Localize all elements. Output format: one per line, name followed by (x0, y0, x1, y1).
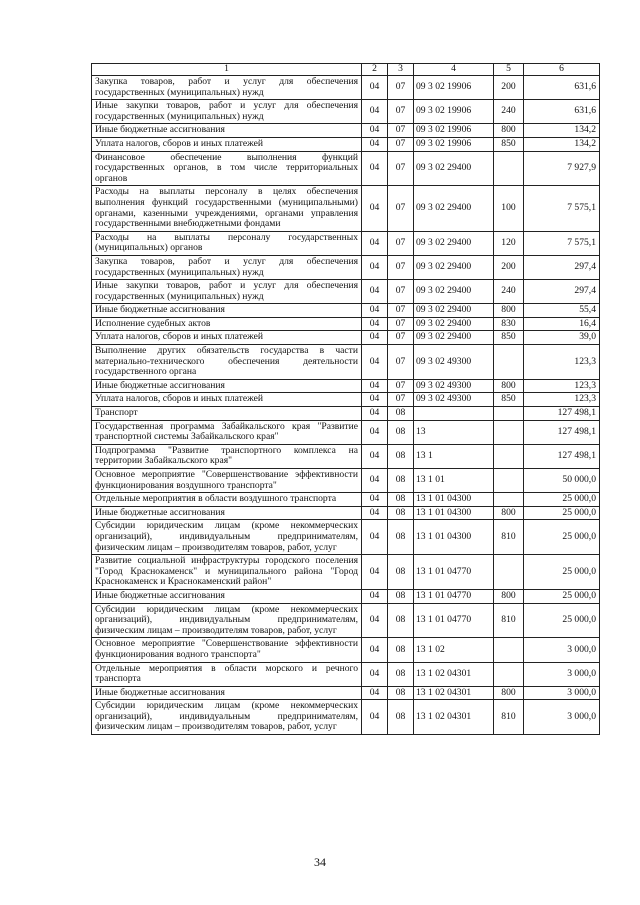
table-row (92, 280, 600, 304)
row-amount: 39,0 (524, 331, 600, 345)
row-target-article: 13 1 02 (414, 638, 494, 662)
row-expense-type: 850 (494, 137, 524, 151)
row-expense-type: 810 (494, 603, 524, 638)
row-name: Иные бюджетные ассигнования (92, 589, 362, 603)
row-name: Основное мероприятие "Совершенствование эффективности функционирования водного транспорта" (92, 638, 362, 662)
row-amount: 631,6 (524, 76, 600, 100)
row-amount: 134,2 (524, 124, 600, 138)
row-subsection: 08 (388, 520, 414, 555)
row-expense-type: 240 (494, 280, 524, 304)
row-target-article: 09 3 02 19906 (414, 100, 494, 124)
table-row (92, 638, 600, 662)
row-name: Развитие социальной инфраструктуры городского поселения "Город Краснокаменск" и муниципального района "Город Краснокаменск и Краснокаменский район" (92, 555, 362, 590)
row-amount: 25 000,0 (524, 520, 600, 555)
row-section: 04 (362, 317, 388, 331)
table-row (92, 100, 600, 124)
row-name: Субсидии юридическим лицам (кроме некоммерческих организаций), индивидуальным предпринимателям, физическим лицам – производителям товаров, работ, услуг (92, 520, 362, 555)
row-name: Иные бюджетные ассигнования (92, 124, 362, 138)
row-section: 04 (362, 407, 388, 421)
row-section: 04 (362, 662, 388, 686)
row-name: Подпрограмма "Развитие транспортного комплекса на территории Забайкальского края" (92, 444, 362, 468)
row-section: 04 (362, 493, 388, 507)
row-section: 04 (362, 100, 388, 124)
row-amount: 25 000,0 (524, 555, 600, 590)
row-target-article: 09 3 02 19906 (414, 76, 494, 100)
header-cell-expense-type: 5 (494, 64, 524, 76)
row-name: Субсидии юридическим лицам (кроме некоммерческих организаций), индивидуальным предпринимателям, физическим лицам – производителям товаров, работ, услуг (92, 700, 362, 735)
row-section: 04 (362, 555, 388, 590)
row-name: Иные бюджетные ассигнования (92, 506, 362, 520)
row-subsection: 07 (388, 379, 414, 393)
table-row (92, 76, 600, 100)
table-row (92, 331, 600, 345)
row-section: 04 (362, 686, 388, 700)
table-row (92, 393, 600, 407)
row-expense-type (494, 469, 524, 493)
row-target-article: 13 1 01 04300 (414, 493, 494, 507)
table-body (92, 76, 600, 735)
row-name: Иные бюджетные ассигнования (92, 379, 362, 393)
row-expense-type (494, 407, 524, 421)
row-section: 04 (362, 345, 388, 380)
row-name: Иные бюджетные ассигнования (92, 686, 362, 700)
row-amount: 631,6 (524, 100, 600, 124)
row-name: Закупка товаров, работ и услуг для обеспечения государственных (муниципальных) нужд (92, 76, 362, 100)
row-subsection: 08 (388, 662, 414, 686)
row-subsection: 07 (388, 304, 414, 318)
row-subsection: 07 (388, 124, 414, 138)
row-subsection: 08 (388, 469, 414, 493)
row-section: 04 (362, 638, 388, 662)
row-name: Отдельные мероприятия в области воздушного транспорта (92, 493, 362, 507)
row-target-article: 13 1 02 04301 (414, 662, 494, 686)
row-section: 04 (362, 280, 388, 304)
row-subsection: 08 (388, 493, 414, 507)
row-amount: 127 498,1 (524, 407, 600, 421)
row-name: Иные закупки товаров, работ и услуг для обеспечения государственных (муниципальных) нужд (92, 280, 362, 304)
table-row (92, 520, 600, 555)
row-expense-type (494, 151, 524, 186)
row-expense-type: 800 (494, 589, 524, 603)
row-subsection: 07 (388, 100, 414, 124)
table-row (92, 407, 600, 421)
budget-table (91, 63, 600, 735)
row-amount: 123,3 (524, 379, 600, 393)
page-number: 34 (314, 855, 326, 869)
row-expense-type: 830 (494, 317, 524, 331)
row-section: 04 (362, 469, 388, 493)
row-target-article: 09 3 02 49300 (414, 379, 494, 393)
row-subsection: 08 (388, 700, 414, 735)
row-amount: 25 000,0 (524, 506, 600, 520)
row-amount: 50 000,0 (524, 469, 600, 493)
budget-table-page (91, 63, 599, 735)
row-amount: 297,4 (524, 255, 600, 279)
row-section: 04 (362, 379, 388, 393)
row-expense-type: 810 (494, 700, 524, 735)
header-cell-target-article: 4 (414, 64, 494, 76)
row-target-article: 13 1 (414, 444, 494, 468)
row-name: Уплата налогов, сборов и иных платежей (92, 331, 362, 345)
table-header-row (92, 64, 600, 76)
row-expense-type (494, 493, 524, 507)
row-amount: 3 000,0 (524, 700, 600, 735)
row-amount: 25 000,0 (524, 589, 600, 603)
row-subsection: 07 (388, 137, 414, 151)
row-subsection: 08 (388, 420, 414, 444)
row-section: 04 (362, 76, 388, 100)
row-section: 04 (362, 700, 388, 735)
row-expense-type: 850 (494, 393, 524, 407)
row-target-article: 13 1 01 (414, 469, 494, 493)
table-row (92, 506, 600, 520)
row-section: 04 (362, 255, 388, 279)
row-amount: 127 498,1 (524, 420, 600, 444)
row-target-article: 13 (414, 420, 494, 444)
row-subsection: 08 (388, 589, 414, 603)
row-subsection: 07 (388, 393, 414, 407)
row-section: 04 (362, 603, 388, 638)
table-row (92, 444, 600, 468)
row-target-article: 13 1 01 04770 (414, 603, 494, 638)
row-expense-type: 850 (494, 331, 524, 345)
table-row (92, 151, 600, 186)
row-expense-type (494, 662, 524, 686)
row-target-article: 09 3 02 19906 (414, 124, 494, 138)
row-amount: 297,4 (524, 280, 600, 304)
row-name: Отдельные мероприятия в области морского и речного транспорта (92, 662, 362, 686)
row-target-article (414, 407, 494, 421)
row-name: Расходы на выплаты персоналу в целях обеспечения выполнения функций государственными (муниципальными) органами, казенными учреждениями, органами управления государственными внебюджетными фондами (92, 186, 362, 231)
row-target-article: 13 1 02 04301 (414, 700, 494, 735)
table-row (92, 555, 600, 590)
row-amount: 3 000,0 (524, 638, 600, 662)
row-expense-type: 800 (494, 124, 524, 138)
row-target-article: 13 1 01 04770 (414, 589, 494, 603)
row-amount: 7 927,9 (524, 151, 600, 186)
table-row (92, 317, 600, 331)
row-name: Основное мероприятие "Совершенствование эффективности функционирования воздушного транспорта" (92, 469, 362, 493)
row-target-article: 13 1 02 04301 (414, 686, 494, 700)
row-target-article: 09 3 02 19906 (414, 137, 494, 151)
row-subsection: 07 (388, 317, 414, 331)
table-row (92, 186, 600, 231)
row-target-article: 13 1 01 04300 (414, 520, 494, 555)
row-expense-type: 120 (494, 231, 524, 255)
row-expense-type (494, 420, 524, 444)
row-amount: 123,3 (524, 345, 600, 380)
row-expense-type: 800 (494, 506, 524, 520)
table-row (92, 469, 600, 493)
row-section: 04 (362, 304, 388, 318)
row-name: Субсидии юридическим лицам (кроме некоммерческих организаций), индивидуальным предпринимателям, физическим лицам – производителям товаров, работ, услуг (92, 603, 362, 638)
row-subsection: 08 (388, 407, 414, 421)
row-target-article: 09 3 02 49300 (414, 393, 494, 407)
row-amount: 25 000,0 (524, 603, 600, 638)
row-target-article: 13 1 01 04770 (414, 555, 494, 590)
row-name: Исполнение судебных актов (92, 317, 362, 331)
row-section: 04 (362, 151, 388, 186)
table-row (92, 124, 600, 138)
header-cell-amount: 6 (524, 64, 600, 76)
table-row (92, 700, 600, 735)
table-row (92, 345, 600, 380)
row-target-article: 09 3 02 29400 (414, 317, 494, 331)
row-subsection: 08 (388, 638, 414, 662)
row-section: 04 (362, 393, 388, 407)
table-row (92, 603, 600, 638)
row-name: Уплата налогов, сборов и иных платежей (92, 137, 362, 151)
row-expense-type: 240 (494, 100, 524, 124)
table-row (92, 662, 600, 686)
row-name: Уплата налогов, сборов и иных платежей (92, 393, 362, 407)
table-row (92, 255, 600, 279)
row-section: 04 (362, 137, 388, 151)
row-subsection: 08 (388, 603, 414, 638)
row-target-article: 13 1 01 04300 (414, 506, 494, 520)
row-expense-type (494, 638, 524, 662)
row-amount: 123,3 (524, 393, 600, 407)
table-row (92, 379, 600, 393)
row-amount: 25 000,0 (524, 493, 600, 507)
row-name: Транспорт (92, 407, 362, 421)
row-subsection: 08 (388, 555, 414, 590)
row-expense-type: 800 (494, 379, 524, 393)
row-name: Государственная программа Забайкальского края "Развитие транспортной системы Забайкальского края" (92, 420, 362, 444)
row-expense-type: 800 (494, 686, 524, 700)
row-name: Выполнение других обязательств государства в части материально-технического обеспечения деятельности государственного органа (92, 345, 362, 380)
row-expense-type: 800 (494, 304, 524, 318)
row-amount: 3 000,0 (524, 686, 600, 700)
row-target-article: 09 3 02 29400 (414, 304, 494, 318)
row-expense-type (494, 345, 524, 380)
row-subsection: 07 (388, 280, 414, 304)
row-subsection: 08 (388, 506, 414, 520)
row-section: 04 (362, 520, 388, 555)
row-target-article: 09 3 02 29400 (414, 151, 494, 186)
header-cell-section: 2 (362, 64, 388, 76)
row-name: Иные бюджетные ассигнования (92, 304, 362, 318)
row-subsection: 07 (388, 151, 414, 186)
row-amount: 7 575,1 (524, 231, 600, 255)
row-section: 04 (362, 231, 388, 255)
table-row (92, 589, 600, 603)
header-cell-subsection: 3 (388, 64, 414, 76)
row-expense-type: 100 (494, 186, 524, 231)
table-row (92, 686, 600, 700)
row-name: Закупка товаров, работ и услуг для обеспечения государственных (муниципальных) нужд (92, 255, 362, 279)
row-expense-type (494, 444, 524, 468)
table-row (92, 137, 600, 151)
row-section: 04 (362, 444, 388, 468)
row-amount: 134,2 (524, 137, 600, 151)
row-subsection: 07 (388, 345, 414, 380)
table-row (92, 493, 600, 507)
row-section: 04 (362, 506, 388, 520)
table-row (92, 420, 600, 444)
row-subsection: 08 (388, 444, 414, 468)
row-name: Финансовое обеспечение выполнения функций государственных органов, в том числе территориальных органов (92, 151, 362, 186)
row-amount: 127 498,1 (524, 444, 600, 468)
row-expense-type (494, 555, 524, 590)
row-section: 04 (362, 331, 388, 345)
row-section: 04 (362, 124, 388, 138)
header-cell-name: 1 (92, 64, 362, 76)
row-target-article: 09 3 02 29400 (414, 280, 494, 304)
row-amount: 16,4 (524, 317, 600, 331)
row-expense-type: 810 (494, 520, 524, 555)
row-subsection: 07 (388, 255, 414, 279)
row-target-article: 09 3 02 29400 (414, 331, 494, 345)
row-target-article: 09 3 02 29400 (414, 231, 494, 255)
row-amount: 7 575,1 (524, 186, 600, 231)
row-subsection: 07 (388, 186, 414, 231)
row-amount: 55,4 (524, 304, 600, 318)
row-name: Иные закупки товаров, работ и услуг для обеспечения государственных (муниципальных) нужд (92, 100, 362, 124)
row-name: Расходы на выплаты персоналу государственных (муниципальных) органов (92, 231, 362, 255)
table-row (92, 231, 600, 255)
row-section: 04 (362, 420, 388, 444)
row-section: 04 (362, 589, 388, 603)
row-expense-type: 200 (494, 76, 524, 100)
row-target-article: 09 3 02 29400 (414, 186, 494, 231)
row-subsection: 07 (388, 76, 414, 100)
row-target-article: 09 3 02 49300 (414, 345, 494, 380)
row-subsection: 07 (388, 231, 414, 255)
row-target-article: 09 3 02 29400 (414, 255, 494, 279)
row-section: 04 (362, 186, 388, 231)
table-row (92, 304, 600, 318)
row-subsection: 08 (388, 686, 414, 700)
row-expense-type: 200 (494, 255, 524, 279)
row-amount: 3 000,0 (524, 662, 600, 686)
row-subsection: 07 (388, 331, 414, 345)
